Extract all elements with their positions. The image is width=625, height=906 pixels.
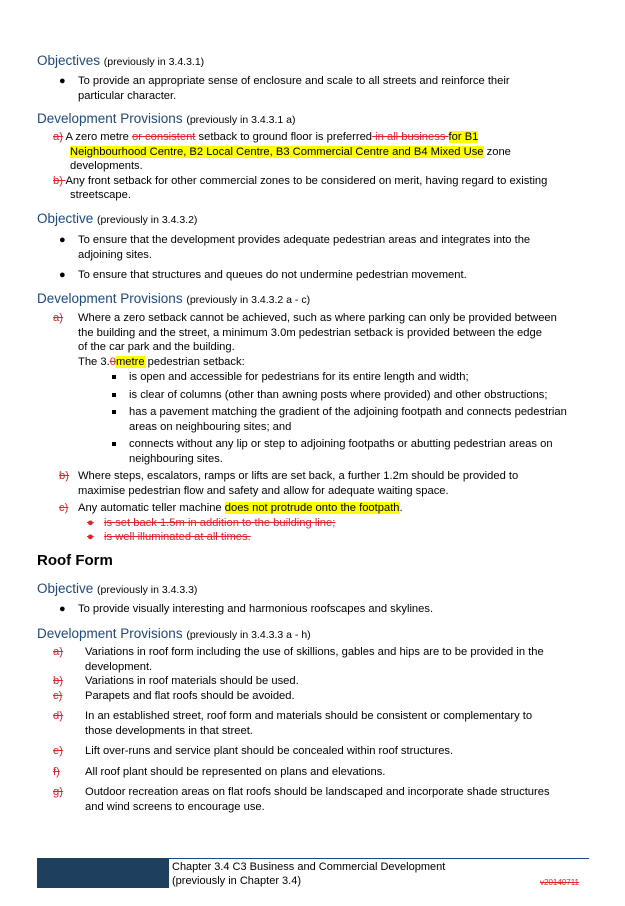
footer-block [37, 858, 169, 888]
item-line: Lift over-runs and service plant should be concealed within roof structures. [85, 745, 454, 757]
section-heading: Objective (previously in 3.4.3.2) [37, 211, 198, 226]
square-bullet-icon [112, 393, 116, 397]
item-line: Variations in roof form including the use of skillions, gables and hips are to be provided in the [85, 646, 544, 658]
bullet-icon: ● [59, 603, 66, 615]
development-provisions-section [37, 111, 597, 203]
section-heading: Objectives (previously in 3.4.3.1) [37, 53, 205, 68]
objectives-section [37, 53, 597, 103]
bullet-icon: ● [59, 75, 66, 87]
section-heading: Development Provisions (previously in 3.4.3.2 a - c) [37, 291, 311, 306]
item-marker: a) [53, 646, 63, 658]
provision-item [37, 765, 597, 780]
bullet-icon: ● [87, 516, 94, 529]
item-line: Outdoor recreation areas on flat roofs should be landscaped and incorporate shade structures [85, 786, 550, 798]
bullet-item: ● To provide visually interesting and harmonious roofscapes and skylines. [59, 603, 434, 615]
item-marker: c) [53, 689, 63, 702]
item-line: All roof plant should be represented on plans and elevations. [85, 765, 386, 778]
item-marker: f) [53, 765, 60, 778]
section-heading: Development Provisions (previously in 3.4.3.1 a) [37, 111, 296, 126]
sub-bullet-item: is clear of columns (other than awning posts where provided) and other obstructions; [37, 388, 597, 403]
bullet-icon: ● [59, 234, 66, 246]
deleted-bullet-item: ● is well illuminated at all times. [87, 531, 251, 543]
sub-bullet-item: is open and accessible for pedestrians for its entire length and width; [37, 370, 597, 385]
item-line: Parapets and flat roofs should be avoided. [85, 689, 295, 702]
roof-provisions-list [37, 645, 597, 814]
footer-divider [169, 858, 589, 859]
square-bullet-icon [112, 442, 116, 446]
bullet-icon: ● [59, 269, 66, 281]
development-provisions-section [37, 291, 597, 545]
footer-text: Chapter 3.4 C3 Business and Commercial Development (previously in Chapter 3.4) [172, 861, 446, 887]
section-heading: Development Provisions (previously in 3.4.3.3 a - h) [37, 626, 311, 641]
provision-item: b) Where steps, escalators, ramps or lifts are set back, a further 1.2m should be provided to maximise pedestrian flow and safety and allow for adequate waiting space. [59, 470, 519, 497]
bullet-icon: ● [87, 531, 94, 543]
bullet-item: ● To ensure that the development provides adequate pedestrian areas and integrates into the adjoining sites. [59, 234, 531, 261]
provision-item: b) Any front setback for other commercial zones to be considered on merit, having regard to existing streetscape. [53, 174, 548, 201]
bullet-item: ● To provide an appropriate sense of enclosure and scale to all streets and reinforce their particular character. [59, 75, 510, 102]
objective-section [37, 211, 597, 283]
item-marker: b) [53, 675, 63, 687]
provision-item [37, 645, 597, 674]
square-bullet-icon [112, 410, 116, 414]
sub-bullet-item: has a pavement matching the gradient of the adjoining footpath and connects pedestrian areas on neighbouring sites; and [37, 405, 597, 434]
provision-item [37, 785, 597, 814]
item-line: those developments in that street. [85, 724, 253, 737]
provision-item [37, 744, 597, 759]
section-heading: Objective (previously in 3.4.3.3) [37, 581, 198, 596]
item-marker: e) [53, 745, 63, 757]
item-line: In an established street, roof form and materials should be consistent or complementary to [85, 710, 533, 722]
item-marker: g) [53, 786, 63, 798]
square-bullet-icon [112, 375, 116, 379]
provision-item [37, 674, 597, 689]
bullet-item: ● To ensure that structures and queues do not undermine pedestrian movement. [59, 269, 467, 281]
provision-item: a) Where a zero setback cannot be achieved, such as where parking can only be provided between the building and the street, a minimum 3.0m pedestrian setback is provided between the edge of the car park and the building. The 3.0metre pedestrian setback: [53, 312, 557, 368]
roof-form-heading: Roof Form [37, 552, 113, 569]
provision-item [37, 689, 597, 704]
item-line: and wind screens to encourage use. [85, 800, 265, 813]
sub-bullet-item: connects without any lip or step to adjoining footpaths or abutting pedestrian areas on neighbouring sites. [37, 437, 597, 466]
provision-item: a) A zero metre or consistent setback to ground floor is preferred in all business for B1 Neighbourhood Centre, B2 Local Centre, B3 Commercial Centre and B4 Mixed Use zone developments. [53, 131, 511, 172]
footer-version: v20140711 [540, 878, 579, 887]
development-provisions-section [37, 626, 597, 814]
item-line: development. [85, 660, 153, 673]
deleted-bullet-item: ● is set back 1.5m in addition to the building line; [87, 516, 336, 529]
item-marker: d) [53, 710, 63, 722]
objective-section [37, 581, 597, 617]
provision-item: c) Any automatic teller machine does not protrude onto the footpath. [59, 502, 403, 514]
roof-form-section [37, 552, 597, 570]
item-line: Variations in roof materials should be used. [85, 675, 299, 687]
provision-item [37, 709, 597, 738]
